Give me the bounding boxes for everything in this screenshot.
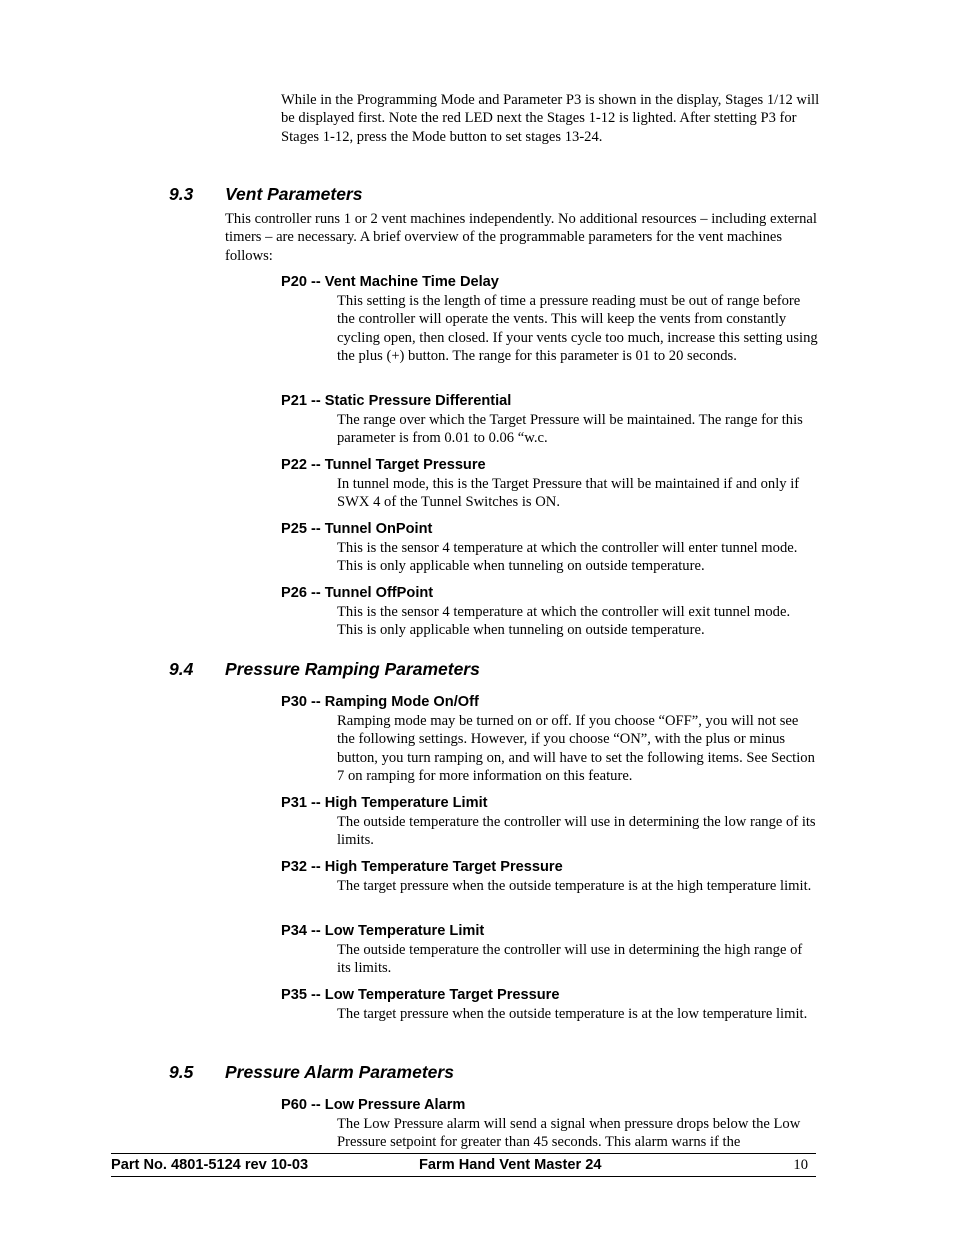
param-text-p22: In tunnel mode, this is the Target Pressure that will be maintained if and only if SWX 4 of the Tunnel Switches is ON. — [337, 476, 800, 511]
param-text-p30: Ramping mode may be turned on or off. If you choose “OFF”, you will not see the following settings. However, if you choose “ON”, with the plus or minus button, you turn ramping on, and will have to set the following items. See Section 7 on ramping for more information on this feature. — [337, 713, 815, 784]
param-title-p34: P34 -- Low Temperature Limit — [281, 923, 485, 939]
section-body-9-3: This controller runs 1 or 2 vent machines independently. No additional resources – including external timers – are necessary. A brief overview of the programmable parameters for the vent machines follows: — [225, 211, 817, 264]
param-title-p25: P25 -- Tunnel OnPoint — [281, 521, 433, 537]
param-text-p25: This is the sensor 4 temperature at which the controller will enter tunnel mode. This is only applicable when tunneling on outside temperature. — [337, 540, 798, 575]
param-text-p35: The target pressure when the outside temperature is at the low temperature limit. — [337, 1006, 808, 1022]
footer-page-number: 10 — [793, 1157, 808, 1173]
param-title-p22: P22 -- Tunnel Target Pressure — [281, 457, 486, 473]
footer-rule-top — [111, 1153, 816, 1154]
param-text-p32: The target pressure when the outside temperature is at the high temperature limit. — [337, 878, 812, 894]
param-title-p20: P20 -- Vent Machine Time Delay — [281, 274, 499, 290]
footer-rule-bottom — [111, 1176, 816, 1177]
param-title-p30: P30 -- Ramping Mode On/Off — [281, 694, 479, 710]
param-title-p60: P60 -- Low Pressure Alarm — [281, 1097, 466, 1113]
section-title: Pressure Alarm Parameters — [225, 1062, 454, 1082]
param-text-p20: This setting is the length of time a pressure reading must be out of range before the controller will operate the vents. This will keep the vents from constantly cycling open, then closed. If your vents cycle too much, increase this setting using the plus (+) button. The range for this parameter is 01 to 20 seconds. — [337, 293, 818, 364]
section-heading-9-3 — [169, 184, 362, 204]
section-heading-9-5 — [169, 1062, 454, 1082]
section-title: Pressure Ramping Parameters — [225, 659, 480, 679]
param-title-p21: P21 -- Static Pressure Differential — [281, 393, 512, 409]
param-title-p31: P31 -- High Temperature Limit — [281, 795, 488, 811]
param-title-p35: P35 -- Low Temperature Target Pressure — [281, 987, 560, 1003]
intro-paragraph: While in the Programming Mode and Parameter P3 is shown in the display, Stages 1/12 will be displayed first. Note the red LED next the Stages 1-12 is lighted. After stetting P3 for Stages 1-12, press the Mode button to set stages 13-24. — [281, 92, 820, 145]
section-title: Vent Parameters — [225, 184, 363, 204]
section-number: 9.5 — [169, 1062, 194, 1082]
footer-product-name: Farm Hand Vent Master 24 — [419, 1157, 602, 1173]
param-title-p26: P26 -- Tunnel OffPoint — [281, 585, 434, 601]
section-number: 9.4 — [169, 659, 194, 679]
param-text-p34: The outside temperature the controller will use in determining the high range of its limits. — [337, 942, 803, 977]
param-text-p26: This is the sensor 4 temperature at which the controller will exit tunnel mode. This is only applicable when tunneling on outside temperature. — [337, 604, 791, 639]
section-heading-9-4 — [169, 659, 480, 679]
param-title-p32: P32 -- High Temperature Target Pressure — [281, 859, 563, 875]
param-text-p31: The outside temperature the controller will use in determining the low range of its limits. — [337, 814, 816, 849]
footer-part-number: Part No. 4801-5124 rev 10-03 — [111, 1157, 309, 1173]
param-text-p21: The range over which the Target Pressure will be maintained. The range for this parameter is from 0.01 to 0.06 “w.c. — [337, 412, 803, 447]
section-number: 9.3 — [169, 184, 194, 204]
param-text-p60: The Low Pressure alarm will send a signal when pressure drops below the Low Pressure setpoint for greater than 45 seconds. This alarm warns if the — [337, 1116, 801, 1151]
